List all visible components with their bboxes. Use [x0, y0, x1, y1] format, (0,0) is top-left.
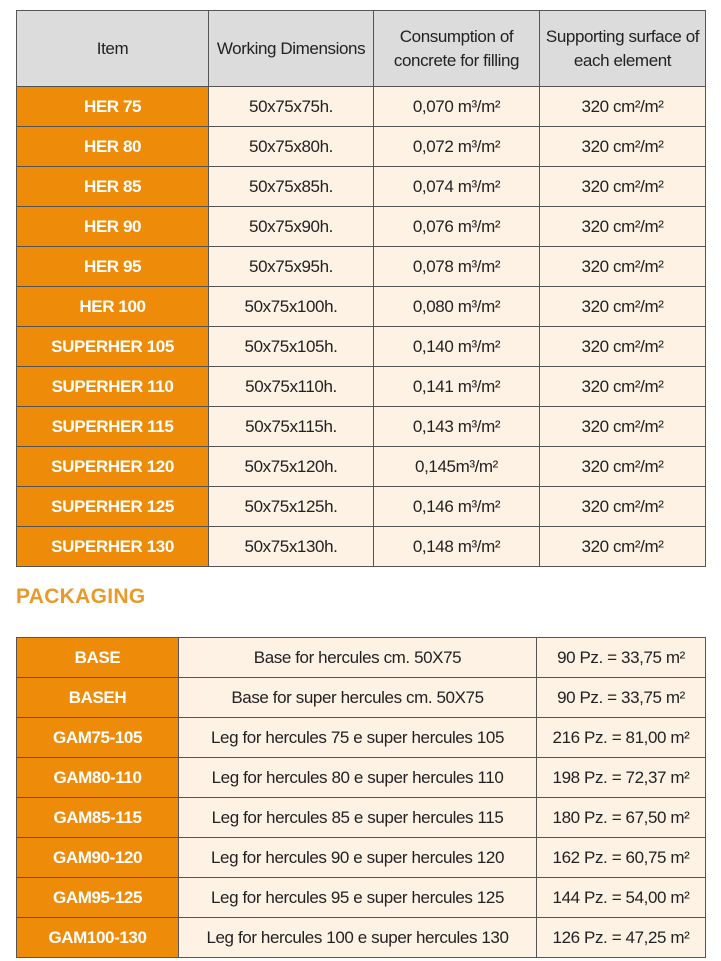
dimensions-cell: 50x75x80h. — [209, 127, 374, 167]
table-row — [17, 718, 706, 758]
dimensions-cell: 50x75x85h. — [209, 167, 374, 207]
dimensions-cell: 50x75x75h. — [209, 87, 374, 127]
dimensions-cell: 50x75x120h. — [209, 447, 374, 487]
consumption-cell: 0,141 m³/m² — [374, 367, 540, 407]
table-row — [17, 527, 706, 567]
consumption-cell: 0,143 m³/m² — [374, 407, 540, 447]
description-cell: Leg for hercules 85 e super hercules 115 — [179, 798, 537, 838]
item-cell: HER 100 — [17, 287, 209, 327]
consumption-cell: 0,078 m³/m² — [374, 247, 540, 287]
table-row — [17, 447, 706, 487]
quantity-cell: 90 Pz. = 33,75 m² — [537, 638, 706, 678]
item-cell: HER 90 — [17, 207, 209, 247]
item-cell: SUPERHER 125 — [17, 487, 209, 527]
description-cell: Base for hercules cm. 50X75 — [179, 638, 537, 678]
surface-cell: 320 cm²/m² — [540, 527, 706, 567]
table-row — [17, 287, 706, 327]
table-row — [17, 367, 706, 407]
table-row — [17, 758, 706, 798]
code-cell: GAM95-125 — [17, 878, 179, 918]
table-row — [17, 487, 706, 527]
consumption-cell: 0,146 m³/m² — [374, 487, 540, 527]
table-row — [17, 838, 706, 878]
surface-cell: 320 cm²/m² — [540, 327, 706, 367]
table-row — [17, 207, 706, 247]
table-row — [17, 678, 706, 718]
surface-cell: 320 cm²/m² — [540, 207, 706, 247]
surface-cell: 320 cm²/m² — [540, 167, 706, 207]
dimensions-cell: 50x75x95h. — [209, 247, 374, 287]
header-row — [17, 11, 706, 87]
surface-cell: 320 cm²/m² — [540, 87, 706, 127]
code-cell: BASE — [17, 638, 179, 678]
item-cell: SUPERHER 130 — [17, 527, 209, 567]
table-row — [17, 638, 706, 678]
table-row — [17, 87, 706, 127]
item-cell: HER 80 — [17, 127, 209, 167]
dimensions-cell: 50x75x100h. — [209, 287, 374, 327]
table-row — [17, 247, 706, 287]
consumption-cell: 0,070 m³/m² — [374, 87, 540, 127]
packaging-table — [16, 637, 706, 958]
description-cell: Base for super hercules cm. 50X75 — [179, 678, 537, 718]
dimensions-cell: 50x75x115h. — [209, 407, 374, 447]
code-cell: BASEH — [17, 678, 179, 718]
quantity-cell: 216 Pz. = 81,00 m² — [537, 718, 706, 758]
code-cell: GAM80-110 — [17, 758, 179, 798]
surface-cell: 320 cm²/m² — [540, 367, 706, 407]
item-cell: HER 85 — [17, 167, 209, 207]
description-cell: Leg for hercules 75 e super hercules 105 — [179, 718, 537, 758]
code-cell: GAM85-115 — [17, 798, 179, 838]
table-row — [17, 167, 706, 207]
item-cell: SUPERHER 110 — [17, 367, 209, 407]
dimensions-cell: 50x75x90h. — [209, 207, 374, 247]
surface-cell: 320 cm²/m² — [540, 407, 706, 447]
surface-cell: 320 cm²/m² — [540, 127, 706, 167]
item-cell: SUPERHER 115 — [17, 407, 209, 447]
quantity-cell: 144 Pz. = 54,00 m² — [537, 878, 706, 918]
consumption-cell: 0,076 m³/m² — [374, 207, 540, 247]
dimensions-cell: 50x75x125h. — [209, 487, 374, 527]
item-cell: HER 95 — [17, 247, 209, 287]
table-row — [17, 918, 706, 958]
quantity-cell: 162 Pz. = 60,75 m² — [537, 838, 706, 878]
consumption-cell: 0,074 m³/m² — [374, 167, 540, 207]
header-concrete-consumption: Consumption of concrete for filling — [374, 11, 540, 87]
description-cell: Leg for hercules 90 e super hercules 120 — [179, 838, 537, 878]
surface-cell: 320 cm²/m² — [540, 447, 706, 487]
dimensions-cell: 50x75x110h. — [209, 367, 374, 407]
quantity-cell: 198 Pz. = 72,37 m² — [537, 758, 706, 798]
dimensions-cell: 50x75x105h. — [209, 327, 374, 367]
quantity-cell: 126 Pz. = 47,25 m² — [537, 918, 706, 958]
specifications-table — [16, 10, 706, 567]
consumption-cell: 0,072 m³/m² — [374, 127, 540, 167]
table-row — [17, 327, 706, 367]
consumption-cell: 0,140 m³/m² — [374, 327, 540, 367]
table-row — [17, 127, 706, 167]
table-row — [17, 878, 706, 918]
packaging-title: PACKAGING — [16, 585, 146, 608]
item-cell: HER 75 — [17, 87, 209, 127]
dimensions-cell: 50x75x130h. — [209, 527, 374, 567]
quantity-cell: 90 Pz. = 33,75 m² — [537, 678, 706, 718]
table-row — [17, 798, 706, 838]
description-cell: Leg for hercules 80 e super hercules 110 — [179, 758, 537, 798]
header-working-dimensions: Working Dimensions — [209, 11, 374, 87]
consumption-cell: 0,080 m³/m² — [374, 287, 540, 327]
code-cell: GAM90-120 — [17, 838, 179, 878]
surface-cell: 320 cm²/m² — [540, 487, 706, 527]
surface-cell: 320 cm²/m² — [540, 287, 706, 327]
code-cell: GAM100-130 — [17, 918, 179, 958]
description-cell: Leg for hercules 95 e super hercules 125 — [179, 878, 537, 918]
item-cell: SUPERHER 120 — [17, 447, 209, 487]
description-cell: Leg for hercules 100 e super hercules 130 — [179, 918, 537, 958]
code-cell: GAM75-105 — [17, 718, 179, 758]
surface-cell: 320 cm²/m² — [540, 247, 706, 287]
header-item: Item — [17, 11, 209, 87]
header-supporting-surface: Supporting surface of each element — [540, 11, 706, 87]
item-cell: SUPERHER 105 — [17, 327, 209, 367]
quantity-cell: 180 Pz. = 67,50 m² — [537, 798, 706, 838]
table-row — [17, 407, 706, 447]
consumption-cell: 0,148 m³/m² — [374, 527, 540, 567]
consumption-cell: 0,145m³/m² — [374, 447, 540, 487]
